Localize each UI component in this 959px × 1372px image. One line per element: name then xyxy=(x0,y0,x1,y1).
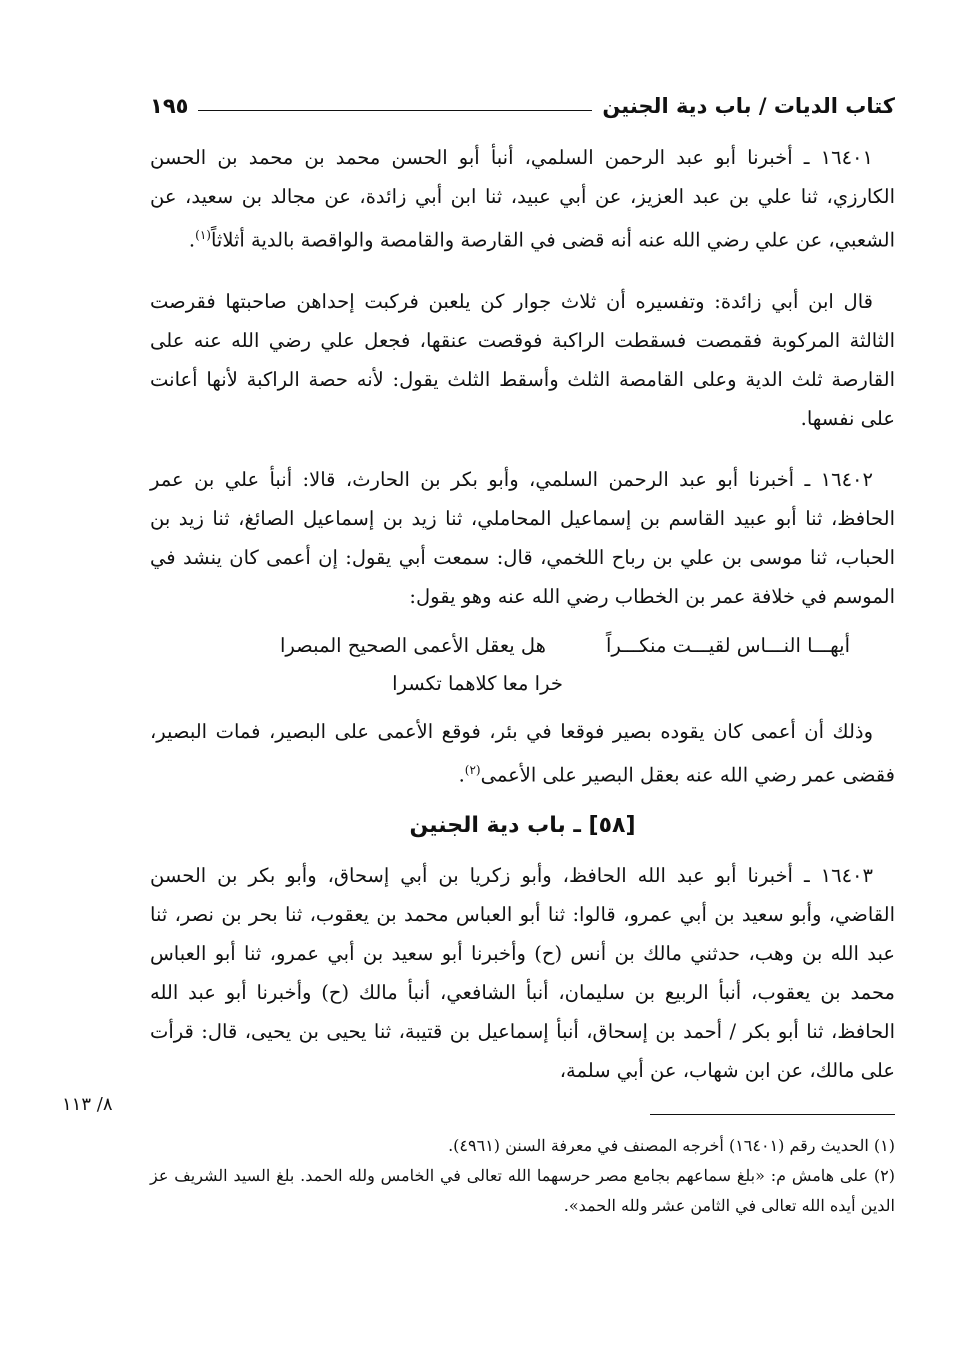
paragraph-explanation: قال ابن أبي زائدة: وتفسيره أن ثلاث جوار كن يلعبن فركبت إحداهن صاحبتها فقرصت الثالثة المركوبة فقمصت فسقطت الراكبة فوقصت عنقها، فجعل علي رضي الله عنه على القارصة ثلث الدية وعلى القامصة الثلث وأسقط الثلث يقول: لأنه حصة الراكبة لأنها أعانت على نفسها. xyxy=(150,289,895,430)
poem-verse xyxy=(150,626,895,666)
paragraph-16402: ١٦٤٠٢ ـ أخبرنا أبو عبد الرحمن السلمي، وأبو بكر بن الحارث، قالا: أنبأ علي بن عمر الحافظ، ثنا أبو عبيد القاسم بن إسماعيل المحاملي، ثنا زيد بن إسماعيل الصائغ، ثنا زيد بن الحباب، ثنا موسى بن علي بن رباح اللخمي، قال: سمعت أبي يقول: إن أعمى كان ينشد في الموسم في خلافة عمر بن الخطاب رضي الله عنه وهو يقول: xyxy=(150,467,895,608)
paragraph-text: وذلك أن أعمى كان يقوده بصير فوقعا في بئر، فوقع الأعمى على البصير، فمات البصير، فقضى عمر رضي الله عنه بعقل البصير على الأعمى xyxy=(150,719,895,786)
header-rule xyxy=(198,110,592,111)
paragraph-explanation-2: وذلك أن أعمى كان يقوده بصير فوقعا في بئر، فوقع الأعمى على البصير، فمات البصير، فقضى عمر رضي الله عنه بعقل البصير على الأعمى$^{(٢)}$. xyxy=(150,719,895,786)
paragraph-16403: ١٦٤٠٣ ـ أخبرنا أبو عبد الله الحافظ، وأبو زكريا بن أبي إسحاق، وأبو بكر بن الحسن القاضي، وأبو سعيد بن أبي عمرو، قالوا: ثنا أبو العباس محمد بن يعقوب، ثنا بحر بن نصر، ثنا عبد الله بن وهب، حدثني مالك بن أنس (ح) وأخبرنا أبو سعيد بن أبي عمرو، ثنا أبو العباس محمد بن يعقوب، أنبأ الربيع بن سليمان، أنبأ الشافعي، أنبأ مالك (ح) وأخبرنا أبو عبد الله الحافظ، ثنا أبو بكر / أحمد بن إسحاق، أنبأ إسماعيل بن قتيبة، ثنا يحيى بن يحيى، قال: قرأت على مالك، عن ابن شهاب، عن أبي سلمة، xyxy=(150,864,895,1082)
margin-page-reference: ٨/ ١١٣ xyxy=(62,1094,113,1115)
section-title: [٥٨] ـ باب دية الجنين xyxy=(409,813,636,838)
verse-hemistich-1: أيهـــا النـــاس لقيـــت منكـــراً xyxy=(605,633,850,657)
footnote-marker-2: (٢) xyxy=(464,762,481,777)
footnote-2: (٢) على هامش م: «بلغ سماعهم بجامع مصر حرسهما الله تعالى في الخامس ولله الحمد. بلغ السيد الشريف عز الدين أيده الله تعالى في الثامن عشر ولله الحمد». xyxy=(150,1166,895,1215)
footnote-divider xyxy=(650,1114,895,1115)
paragraph-16401: ١٦٤٠١ ـ أخبرنا أبو عبد الرحمن السلمي، أنبأ أبو الحسن محمد بن محمد بن الحسن الكارزي، ثنا علي بن عبد العزيز، عن أبي عبيد، ثنا ابن أبي زائدة، عن مجالد بن سعيد، عن الشعبي، عن علي رضي الله عنه أنه قضى في القارصة والقامصة والواقصة بالدية أثلاثاً$^{(١)}$. xyxy=(150,146,895,252)
paragraph-text: ١٦٤٠١ ـ أخبرنا أبو عبد الرحمن السلمي، أنبأ أبو الحسن محمد بن محمد بن الحسن الكارزي، ثنا علي بن عبد العزيز، عن أبي عبيد، ثنا ابن أبي زائدة، عن مجالد بن سعيد، عن الشعبي، عن علي رضي الله عنه أنه قضى في القارصة والقامصة والواقصة بالدية أثلاثاً xyxy=(150,146,895,252)
page-body xyxy=(150,88,895,1221)
verse-hemistich-2: هل يعقل الأعمى الصحيح المبصرا xyxy=(280,633,546,657)
footnote-marker-1: (١) xyxy=(195,228,211,242)
page-number: ١٩٥ xyxy=(150,94,189,118)
header-title: كتاب الديات / باب دية الجنين xyxy=(602,94,895,118)
running-header xyxy=(150,88,895,124)
footnote-1: (١) الحديث رقم (١٦٤٠١) أخرجه المصنف في معرفة السنن (٤٩٦١). xyxy=(448,1136,895,1155)
verse-line-2: خرا معا كلاهما تكسرا xyxy=(392,671,563,695)
